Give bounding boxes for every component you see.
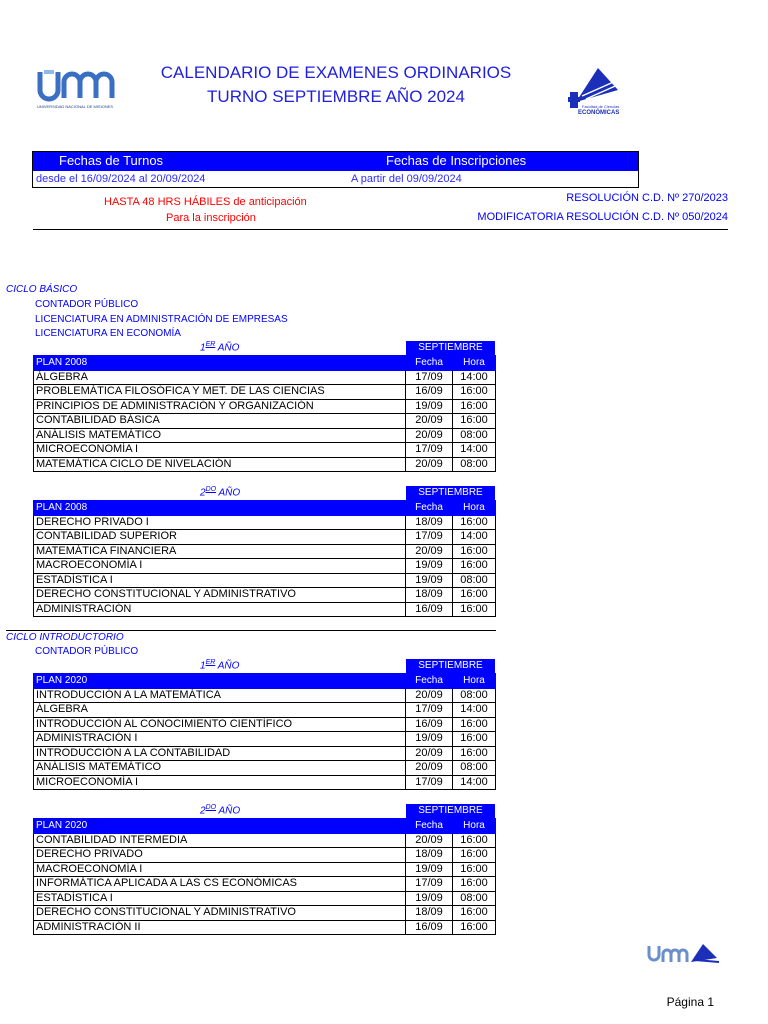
subject-cell: PROBLEMÁTICA FILOSÓFICA Y MET. DE LAS CIENCIAS (34, 385, 406, 400)
fce-logo (568, 66, 638, 120)
table-row (34, 906, 496, 921)
hora-cell: 08:00 (453, 573, 496, 588)
plan-label: PLAN 2008 (34, 501, 406, 516)
hora-cell: 16:00 (453, 385, 496, 400)
plan-header-row (34, 674, 496, 689)
fecha-header: Fecha (406, 674, 453, 689)
career-basico-2: LICENCIATURA EN ECONOMÍA (35, 328, 181, 339)
turnos-header (33, 152, 638, 171)
fecha-cell: 16/09 (406, 920, 453, 935)
fecha-cell: 20/09 (406, 414, 453, 429)
turnos-col1-header: Fechas de Turnos (59, 153, 164, 168)
hora-cell: 16:00 (453, 559, 496, 574)
month-header: SEPTIEMBRE (406, 804, 495, 818)
fecha-cell: 17/09 (406, 370, 453, 385)
table-row (34, 457, 496, 472)
subject-cell: DERECHO PRIVADO (34, 848, 406, 863)
table-row (34, 544, 496, 559)
hora-cell: 16:00 (453, 862, 496, 877)
table-row (34, 443, 496, 458)
table-row (34, 370, 496, 385)
fecha-cell: 18/09 (406, 515, 453, 530)
subject-cell: INTRODUCCIÓN AL CONOCIMIENTO CIENTÍFICO (34, 717, 406, 732)
fecha-cell: 16/09 (406, 717, 453, 732)
subject-cell: PRINCIPIOS DE ADMINISTRACIÓN Y ORGANIZACIÓN (34, 399, 406, 414)
subject-cell: CONTABILIDAD INTERMEDIA (34, 833, 406, 848)
fecha-header: Fecha (406, 819, 453, 834)
fecha-cell: 17/09 (406, 775, 453, 790)
fecha-cell: 16/09 (406, 385, 453, 400)
exam-table (33, 355, 496, 472)
fecha-cell: 19/09 (406, 891, 453, 906)
fecha-cell: 20/09 (406, 746, 453, 761)
notice-red-line-2: Para la inscripción (166, 212, 256, 224)
table-row (34, 717, 496, 732)
fecha-cell: 18/09 (406, 588, 453, 603)
subject-cell: CONTABILIDAD SUPERIOR (34, 530, 406, 545)
turnos-col1-value: desde el 16/09/2024 al 20/09/2024 (36, 173, 206, 185)
plan-header-row (34, 501, 496, 516)
table-row (34, 688, 496, 703)
hora-header: Hora (453, 501, 496, 516)
hora-cell: 16:00 (453, 588, 496, 603)
plan-header-row (34, 356, 496, 371)
table-row (34, 891, 496, 906)
exam-table (33, 818, 496, 935)
cycle-label-basico: CICLO BÁSICO (6, 284, 78, 295)
page-number: Página 1 (666, 995, 714, 1009)
hora-cell: 14:00 (453, 443, 496, 458)
subject-cell: MATEMÁTICA FINANCIERA (34, 544, 406, 559)
resolution-2: MODIFICATORIA RESOLUCIÓN C.D. Nº 050/2024 (477, 211, 728, 223)
hora-cell: 16:00 (453, 877, 496, 892)
subject-cell: ESTADÍSTICA I (34, 573, 406, 588)
table-row (34, 848, 496, 863)
month-header: SEPTIEMBRE (406, 659, 495, 673)
fecha-header: Fecha (406, 356, 453, 371)
subject-cell: ADMINISTRACIÓN (34, 602, 406, 617)
table-row (34, 862, 496, 877)
subject-cell: MICROECONOMÍA I (34, 775, 406, 790)
table-row (34, 385, 496, 400)
header-divider (33, 229, 728, 230)
hora-cell: 14:00 (453, 703, 496, 718)
turnos-values (33, 171, 638, 188)
hora-cell: 08:00 (453, 688, 496, 703)
cycle-label-intro: CICLO INTRODUCTORIO (6, 632, 124, 643)
title-line-1: CALENDARIO DE EXAMENES ORDINARIOS (160, 63, 512, 82)
footer-logo (645, 942, 725, 966)
fecha-cell: 19/09 (406, 732, 453, 747)
fecha-cell: 17/09 (406, 877, 453, 892)
unam-logo-caption: UNIVERSIDAD NACIONAL DE MISIONES (36, 104, 114, 109)
year-label: $2^{DO}$ AÑO (200, 486, 241, 499)
hora-cell: 14:00 (453, 370, 496, 385)
table-row (34, 703, 496, 718)
hora-cell: 16:00 (453, 414, 496, 429)
subject-cell: DERECHO CONSTITUCIONAL Y ADMINISTRATIVO (34, 588, 406, 603)
table-row (34, 573, 496, 588)
fecha-cell: 16/09 (406, 602, 453, 617)
fce-logo-caption-1: Facultad de Ciencias (582, 104, 620, 109)
subject-cell: ÁLGEBRA (34, 703, 406, 718)
turnos-box (32, 151, 639, 188)
subject-cell: CONTABILIDAD BÁSICA (34, 414, 406, 429)
table-row (34, 602, 496, 617)
table-row (34, 515, 496, 530)
plan-label: PLAN 2020 (34, 819, 406, 834)
subject-cell: ADMINISTRACIÓN II (34, 920, 406, 935)
table-row (34, 559, 496, 574)
fecha-cell: 17/09 (406, 703, 453, 718)
notice-red-line-1: HASTA 48 HRS HÁBILES de anticipación (104, 196, 307, 208)
fecha-cell: 19/09 (406, 559, 453, 574)
hora-cell: 16:00 (453, 906, 496, 921)
plan-header-row (34, 819, 496, 834)
fecha-cell: 20/09 (406, 457, 453, 472)
subject-cell: MACROECONOMÍA I (34, 862, 406, 877)
subject-cell: MACROECONOMÍA I (34, 559, 406, 574)
hora-cell: 16:00 (453, 717, 496, 732)
title-line-2: TURNO SEPTIEMBRE AÑO 2024 (207, 87, 465, 106)
hora-cell: 16:00 (453, 746, 496, 761)
fecha-cell: 19/09 (406, 399, 453, 414)
hora-cell: 14:00 (453, 775, 496, 790)
hora-cell: 14:00 (453, 530, 496, 545)
table-row (34, 414, 496, 429)
plan-label: PLAN 2008 (34, 356, 406, 371)
subject-cell: INTRODUCCIÓN A LA CONTABILIDAD (34, 746, 406, 761)
unam-logo (28, 66, 122, 114)
fecha-cell: 20/09 (406, 761, 453, 776)
fecha-cell: 17/09 (406, 443, 453, 458)
fecha-cell: 20/09 (406, 833, 453, 848)
career-intro-0: CONTADOR PÚBLICO (35, 646, 139, 657)
section-divider (6, 630, 496, 631)
table-row (34, 920, 496, 935)
subject-cell: ADMINISTRACIÓN I (34, 732, 406, 747)
hora-cell: 16:00 (453, 833, 496, 848)
subject-cell: DERECHO PRIVADO I (34, 515, 406, 530)
table-row (34, 588, 496, 603)
hora-cell: 16:00 (453, 848, 496, 863)
table-row (34, 399, 496, 414)
hora-cell: 16:00 (453, 544, 496, 559)
hora-header: Hora (453, 356, 496, 371)
subject-cell: ANÁLISIS MATEMÁTICO (34, 428, 406, 443)
table-row (34, 530, 496, 545)
hora-cell: 16:00 (453, 515, 496, 530)
fecha-cell: 19/09 (406, 862, 453, 877)
table-row (34, 877, 496, 892)
hora-cell: 16:00 (453, 732, 496, 747)
fecha-cell: 20/09 (406, 688, 453, 703)
career-basico-1: LICENCIATURA EN ADMINISTRACIÓN DE EMPRESAS (35, 314, 288, 325)
fecha-cell: 20/09 (406, 544, 453, 559)
hora-cell: 08:00 (453, 428, 496, 443)
fecha-cell: 20/09 (406, 428, 453, 443)
plan-label: PLAN 2020 (34, 674, 406, 689)
subject-cell: INFORMÁTICA APLICADA A LAS CS ECONÓMICAS (34, 877, 406, 892)
hora-cell: 16:00 (453, 399, 496, 414)
subject-cell: ANÁLISIS MATEMÁTICO (34, 761, 406, 776)
subject-cell: MATEMÁTICA CICLO DE NIVELACIÓN (34, 457, 406, 472)
year-label: $2^{DO}$ AÑO (200, 804, 241, 817)
year-label: 1ER AÑO (200, 341, 240, 354)
table-row (34, 833, 496, 848)
hora-cell: 08:00 (453, 891, 496, 906)
subject-cell: ESTADÍSTICA I (34, 891, 406, 906)
hora-cell: 08:00 (453, 457, 496, 472)
exam-table (33, 673, 496, 790)
hora-header: Hora (453, 819, 496, 834)
table-row (34, 428, 496, 443)
fecha-cell: 19/09 (406, 573, 453, 588)
exam-table (33, 500, 496, 617)
subject-cell: DERECHO CONSTITUCIONAL Y ADMINISTRATIVO (34, 906, 406, 921)
subject-cell: ÁLGEBRA (34, 370, 406, 385)
resolution-1: RESOLUCIÓN C.D. Nº 270/2023 (566, 192, 728, 204)
footer-logo-icon (645, 942, 725, 966)
subject-cell: INTRODUCCIÓN A LA MATEMÁTICA (34, 688, 406, 703)
table-row (34, 775, 496, 790)
fecha-cell: 18/09 (406, 848, 453, 863)
fecha-header: Fecha (406, 501, 453, 516)
hora-cell: 08:00 (453, 761, 496, 776)
year-label: 1ER AÑO (200, 659, 240, 672)
career-basico-0: CONTADOR PÚBLICO (35, 299, 139, 310)
table-row (34, 746, 496, 761)
hora-header: Hora (453, 674, 496, 689)
table-row (34, 761, 496, 776)
hora-cell: 16:00 (453, 920, 496, 935)
table-row (34, 732, 496, 747)
fecha-cell: 18/09 (406, 906, 453, 921)
turnos-col2-header: Fechas de Inscripciones (386, 153, 527, 168)
turnos-col2-value: A partir del 09/09/2024 (351, 173, 462, 185)
month-header: SEPTIEMBRE (406, 341, 495, 355)
subject-cell: MICROECONOMÍA I (34, 443, 406, 458)
month-header: SEPTIEMBRE (406, 486, 495, 500)
fce-logo-caption-2: ECONÓMICAS (578, 110, 620, 116)
fecha-cell: 17/09 (406, 530, 453, 545)
hora-cell: 16:00 (453, 602, 496, 617)
